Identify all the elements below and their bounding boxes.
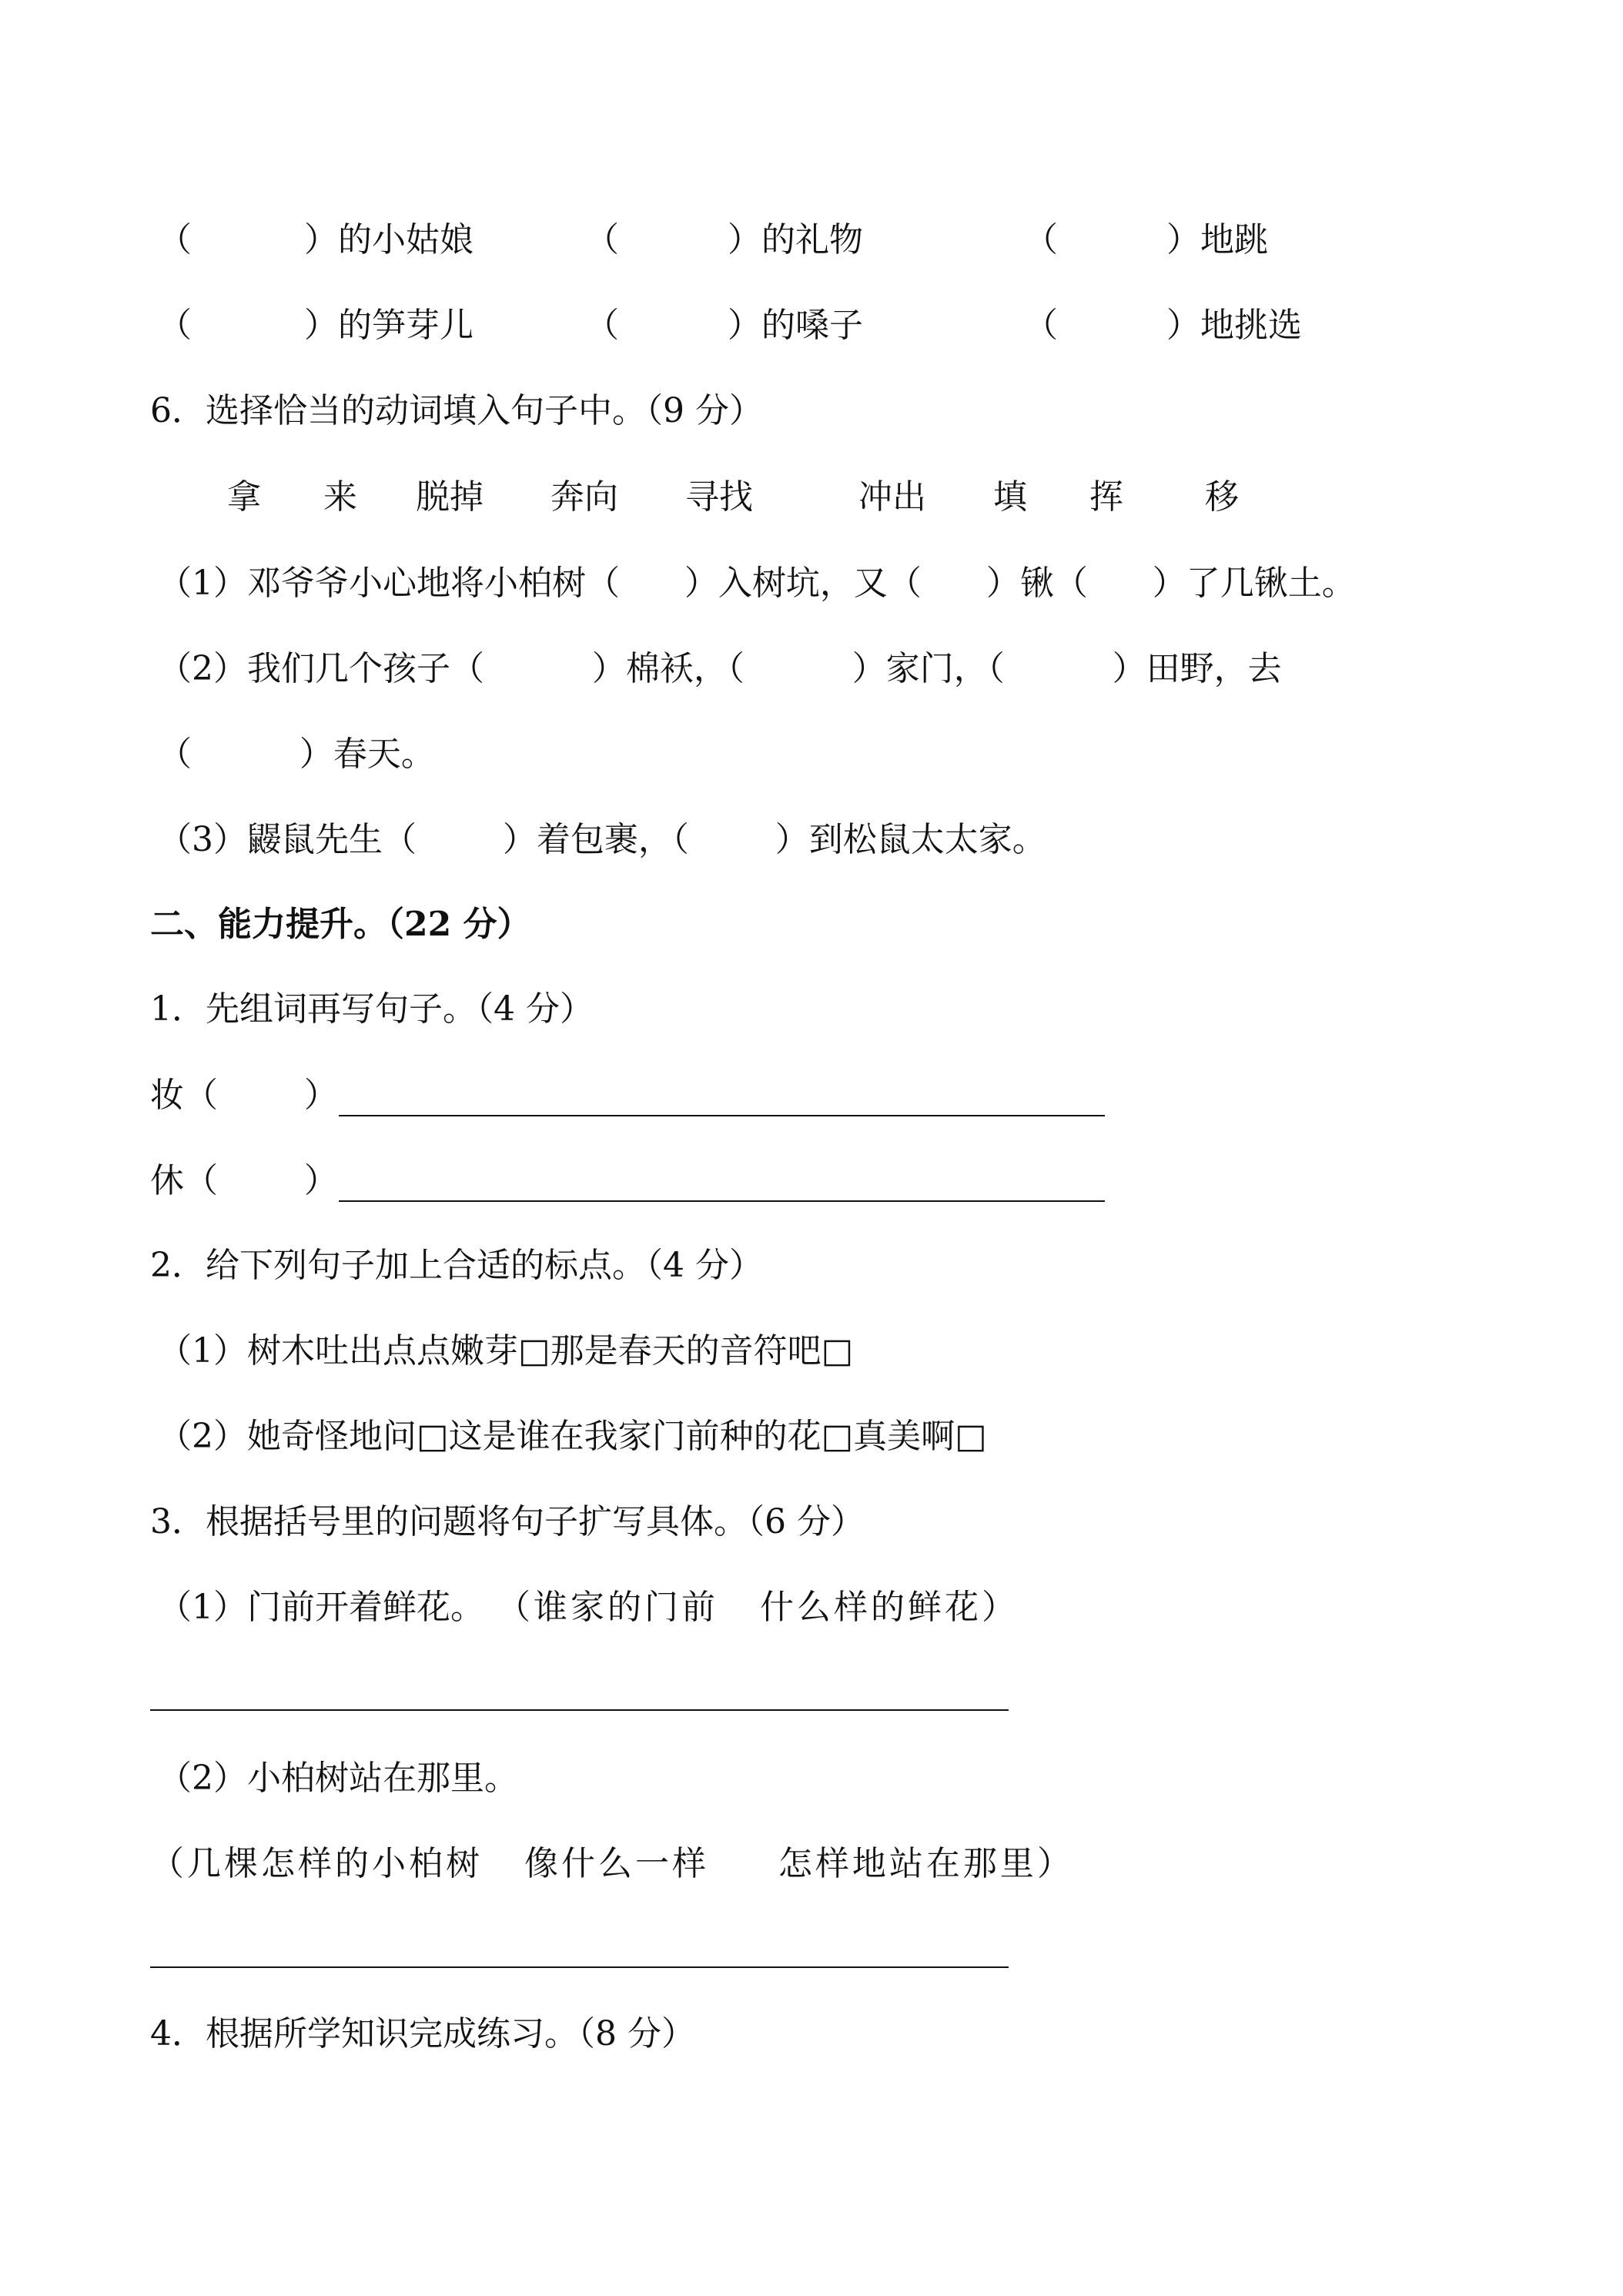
q6-sentence-1 <box>0 553 1623 614</box>
phrase-item: ）的笋芽儿 <box>304 306 474 345</box>
answer-line[interactable] <box>339 1115 1105 1116</box>
blank-open: （ <box>1024 220 1058 259</box>
q6-sentence-2-cont-text: （ ）春天。 <box>158 735 435 774</box>
q1-word-1: 妆（ ） <box>150 1076 338 1115</box>
q4-title-text: 4．根据所学知识完成练习。（8 分） <box>150 2014 695 2053</box>
section-2-heading-text: 二、能力提升。（22 分） <box>150 905 531 944</box>
answer-line[interactable] <box>150 1966 1009 1968</box>
q2-title <box>0 1235 1623 1297</box>
q3-sentence-1-text: （1）门前开着鲜花。 <box>158 1588 484 1627</box>
q3-title-text: 3．根据括号里的问题将句子扩写具体。（6 分） <box>150 1502 865 1541</box>
word-bank-item: 奔向 <box>550 477 618 517</box>
q1-word-2: 休（ ） <box>150 1161 338 1200</box>
phrase-item: ）地跳 <box>1166 220 1268 259</box>
phrase-item: ）的嗓子 <box>728 306 863 345</box>
q6-title <box>0 380 1623 442</box>
blank-open: （ <box>585 220 619 259</box>
blank-open: （ <box>158 220 192 259</box>
q1-title <box>0 979 1623 1040</box>
word-bank-item: 填 <box>993 477 1027 517</box>
word-bank-item: 寻找 <box>685 477 753 517</box>
answer-line[interactable] <box>150 1709 1009 1711</box>
word-bank-item: 脱掉 <box>416 477 484 517</box>
q1-line-2 <box>0 1150 1623 1212</box>
q6-sentence-2-text: （2）我们几个孩子（ ）棉袄，（ ）家门，（ ）田野，去 <box>158 649 1282 688</box>
q5-row-2 <box>0 295 1623 356</box>
q6-sentence-3 <box>0 809 1623 871</box>
q6-sentence-2 <box>0 638 1623 700</box>
word-bank-item: 来 <box>323 477 357 517</box>
q6-word-bank <box>0 467 1623 528</box>
section-2-heading <box>0 894 1623 956</box>
answer-line[interactable] <box>339 1200 1105 1202</box>
q5-row-1 <box>0 209 1623 271</box>
q3-title <box>0 1491 1623 1553</box>
q6-title-text: 6．选择恰当的动词填入句子中。（9 分） <box>150 391 763 430</box>
q3-hint-1: （谁家的门前 什么样的鲜花） <box>497 1588 1019 1627</box>
phrase-item: ）的小姑娘 <box>304 220 474 259</box>
phrase-item: ）地挑选 <box>1166 306 1302 345</box>
q2-sentence-2 <box>0 1406 1623 1468</box>
word-bank-item: 移 <box>1205 477 1239 517</box>
q1-line-1 <box>0 1065 1623 1126</box>
phrase-item: ）的礼物 <box>728 220 863 259</box>
q6-sentence-1-text: （1）邓爷爷小心地将小柏树（ ）入树坑，又（ ）锹（ ）了几锹土。 <box>158 564 1356 603</box>
q2-title-text: 2．给下列句子加上合适的标点。（4 分） <box>150 1246 763 1285</box>
blank-open: （ <box>585 306 619 345</box>
q3-sentence-2 <box>0 1748 1623 1809</box>
q2-sentence-1 <box>0 1320 1623 1382</box>
word-bank-item: 冲出 <box>858 477 926 517</box>
q6-sentence-3-text: （3）鼹鼠先生（ ）着包裹，（ ）到松鼠太太家。 <box>158 820 1046 859</box>
q3-sentence-1 <box>0 1577 1623 1638</box>
blank-open: （ <box>1024 306 1058 345</box>
q6-sentence-2-cont <box>0 724 1623 785</box>
q2-sentence-2-text: （2）她奇怪地问□这是谁在我家门前种的花□真美啊□ <box>158 1417 987 1456</box>
word-bank-item: 挥 <box>1089 477 1123 517</box>
q4-title <box>0 2003 1623 2065</box>
word-bank-item: 拿 <box>227 477 261 517</box>
q1-title-text: 1．先组词再写句子。（4 分） <box>150 989 594 1029</box>
q3-sentence-2-text: （2）小柏树站在那里。 <box>158 1759 518 1798</box>
blank-open: （ <box>158 306 192 345</box>
q3-hint-2: （几棵怎样的小柏树 像什么一样 怎样地站在那里） <box>150 1844 1074 1883</box>
q3-hint-2-line <box>0 1833 1623 1895</box>
q2-sentence-1-text: （1）树木吐出点点嫩芽□那是春天的音符吧□ <box>158 1331 854 1371</box>
